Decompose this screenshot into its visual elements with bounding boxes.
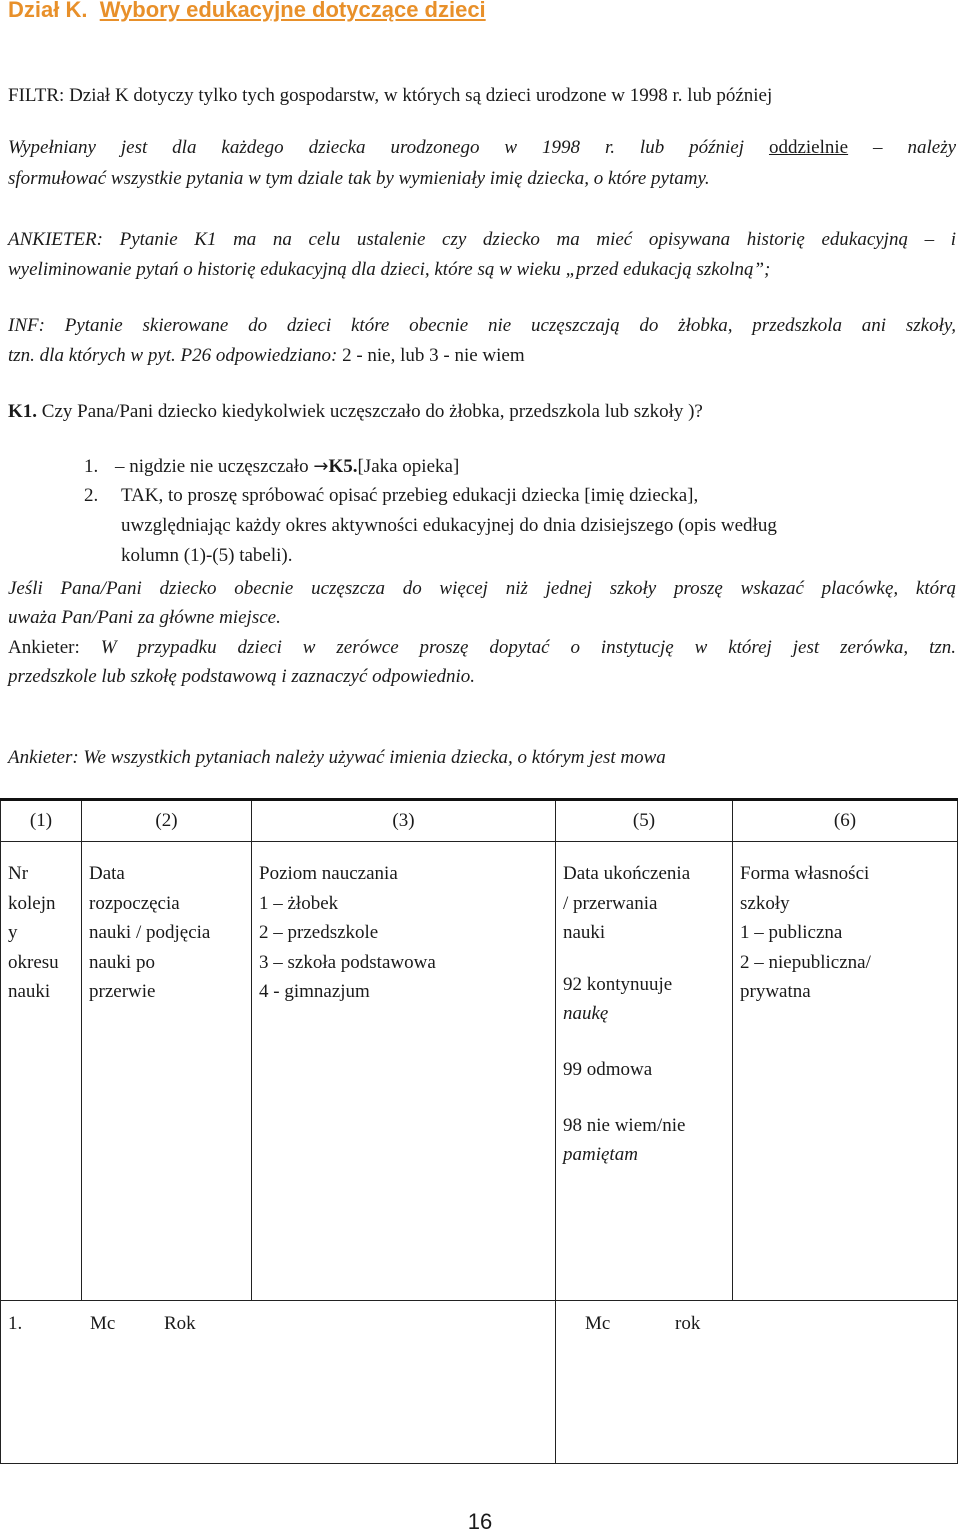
row-number: 1.	[8, 1313, 23, 1334]
fill-instruction-a: Wypełniany jest dla każdego dziecka urodzonego w 1998 r. lub później	[8, 137, 745, 158]
fill-instruction-line-1	[8, 133, 956, 163]
code-continues-label: 92 kontynuuje	[563, 973, 673, 995]
col6-description	[733, 842, 958, 1301]
end-year-field[interactable]: rok	[675, 1313, 701, 1334]
code-continues-label-2: naukę	[563, 1002, 609, 1024]
code-dont-know	[563, 1111, 726, 1169]
answer-option-2-line-3: kolumn (1)-(5) tabeli).	[121, 545, 293, 566]
question-id: K1.	[8, 401, 38, 422]
column-number: (5)	[556, 800, 733, 842]
inf-line-1: INF: Pytanie skierowane do dzieci które obecnie nie uczęszczają do żłobka, przedszkola ani szkoły,	[8, 315, 956, 336]
column-number: (6)	[733, 800, 958, 842]
child-name-note: Ankieter: We wszystkich pytaniach należy używać imienia dziecka, o którym jest mowa	[8, 747, 666, 768]
multi-school-note-line-1: Jeśli Pana/Pani dziecko obecnie uczęszcza do więcej niż jednej szkoły proszę wskazać placówkę, którą	[8, 578, 956, 599]
start-month-field[interactable]: Mc	[90, 1313, 116, 1334]
answer-option-1-jump: K5.	[328, 456, 358, 477]
cell-line: 2 – niepubliczna/	[740, 951, 871, 973]
cell-line: Forma własności	[740, 863, 870, 884]
fill-instruction-line-2: sformułować wszystkie pytania w tym dziale tak by wymieniały imię dziecka, o które pytamy.	[8, 168, 710, 189]
code-dont-know-label-2: pamiętam	[563, 1143, 638, 1165]
code-continues	[563, 970, 726, 1028]
cell-line: Data ukończenia	[563, 863, 691, 884]
cell-line: 2 – przedszkole	[259, 922, 379, 943]
section-title	[8, 0, 486, 23]
arrow-right-icon: →	[313, 456, 329, 477]
cell-line: prywatna	[740, 981, 811, 1002]
multi-school-note-line-2: uważa Pan/Pani za główne miejsce.	[8, 607, 281, 628]
answer-option-2-line-2: uwzględniając każdy okres aktywności edukacyjnej do dnia dzisiejszego (opis według	[121, 515, 777, 536]
col1-description	[1, 842, 82, 1301]
section-title-prefix: Dział K.	[8, 0, 88, 22]
zerowka-note-line-2: przedszkole lub szkołę podstawową i zaznaczyć odpowiednio.	[8, 666, 476, 687]
col2-description	[82, 842, 252, 1301]
col5-description	[556, 842, 733, 1301]
cell-line: 4 - gimnazjum	[259, 981, 370, 1002]
cell-line: nauki / podjęcia	[89, 922, 211, 943]
end-month-field[interactable]: Mc	[585, 1313, 611, 1334]
table-row	[1, 1301, 958, 1464]
cell-line: nauki po	[89, 951, 155, 973]
col5-special-codes	[563, 970, 726, 1169]
education-history-table	[0, 798, 958, 1464]
row-1-end	[556, 1301, 958, 1464]
cell-line: okresu	[8, 951, 59, 973]
start-year-field[interactable]: Rok	[164, 1313, 196, 1334]
cell-line: 1 – publiczna	[740, 922, 843, 943]
cell-line: nauki	[563, 922, 606, 943]
cell-line: szkoły	[740, 892, 790, 914]
zerowka-note-text: W przypadku dzieci w zerówce proszę dopytać o instytucję w której jest zerówka, tzn.	[100, 637, 956, 658]
cell-line: Nr	[8, 863, 29, 884]
cell-line: 3 – szkoła podstawowa	[259, 951, 436, 973]
code-dont-know-label: 98 nie wiem/nie	[563, 1114, 686, 1136]
answer-option-2-line-1: TAK, to proszę spróbować opisać przebieg edukacji dziecka [imię dziecka],	[121, 485, 699, 506]
cell-line: 1 – żłobek	[259, 892, 339, 914]
answer-option-1-number: 1.	[84, 456, 99, 477]
inf-line-2	[8, 341, 525, 371]
section-title-text: Wybory edukacyjne dotyczące dzieci	[99, 0, 486, 22]
question-text: Czy Pana/Pani dziecko kiedykolwiek uczęszczało do żłobka, przedszkola lub szkoły )?	[41, 401, 703, 422]
ankieter-k1-line-2: wyeliminowanie pytań o historię edukacyjną dla dzieci, które są w wieku „przed edukacją szkolną”;	[8, 259, 771, 280]
page-number: 16	[467, 1509, 493, 1534]
fill-instruction-b: – należy	[873, 137, 957, 158]
question-k1	[8, 397, 703, 427]
answer-option-1-note: [Jaka opieka]	[357, 456, 460, 477]
answer-option-2-number: 2.	[84, 485, 99, 506]
zerowka-note-line-1	[8, 633, 956, 663]
row-1-start	[1, 1301, 556, 1464]
table-description-row	[1, 842, 958, 1301]
fill-instruction-underlined: oddzielnie	[768, 137, 849, 158]
code-refusal: 99 odmowa	[563, 1058, 653, 1080]
table-header-row	[1, 800, 958, 842]
filter-line: FILTR: Dział K dotyczy tylko tych gospodarstw, w których są dzieci urodzone w 1998 r. lub później	[8, 85, 773, 106]
cell-line: y	[8, 922, 18, 943]
cell-line: rozpoczęcia	[89, 892, 180, 914]
cell-line: kolejn	[8, 892, 56, 914]
cell-line: / przerwania	[563, 892, 658, 914]
column-number: (1)	[1, 800, 82, 842]
cell-line: Poziom nauczania	[259, 863, 398, 884]
column-number: (3)	[252, 800, 556, 842]
column-number: (2)	[82, 800, 252, 842]
cell-line: nauki	[8, 981, 51, 1002]
answer-option-1-text: – nigdzie nie uczęszczało	[115, 456, 309, 477]
ankieter-k1-line-1: ANKIETER: Pytanie K1 ma na celu ustalenie czy dziecko ma mieć opisywana historię edukacyjną – i	[8, 229, 956, 250]
col3-description	[252, 842, 556, 1301]
inf-line-2-italic: tzn. dla których w pyt. P26 odpowiedziano:	[8, 345, 338, 366]
answer-option-1	[84, 452, 459, 482]
zerowka-note-prefix: Ankieter:	[8, 637, 80, 658]
cell-line: Data	[89, 863, 125, 884]
inf-line-2-plain: 2 - nie, lub 3 - nie wiem	[342, 345, 525, 366]
cell-line: przerwie	[89, 981, 156, 1002]
